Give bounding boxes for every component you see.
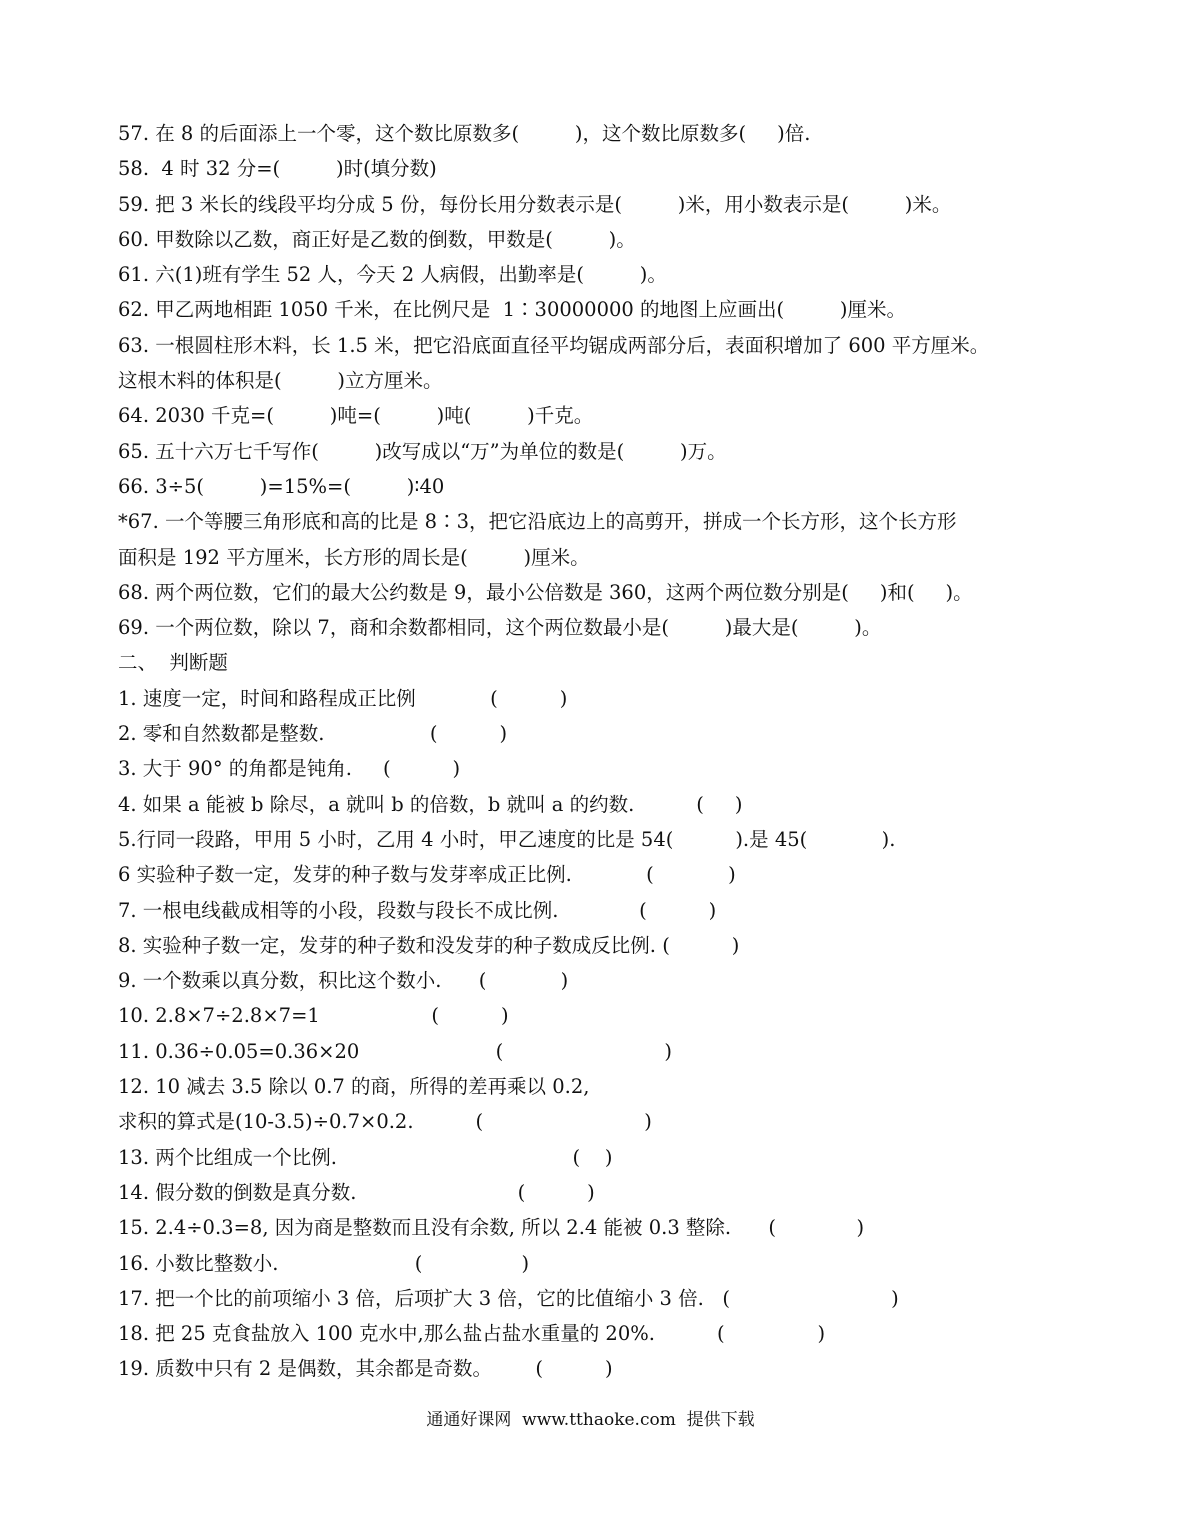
- judgment-item: 8. 实验种子数一定，发芽的种子数和没发芽的种子数成反比例. ( ): [118, 933, 740, 957]
- judgment-item: 4. 如果 a 能被 b 除尽，a 就叫 b 的倍数，b 就叫 a 的约数. ( ): [118, 792, 743, 816]
- judgment-item: 9. 一个数乘以真分数，积比这个数小. ( ): [118, 969, 569, 993]
- judgment-item: 14. 假分数的倒数是真分数. ( ): [118, 1180, 595, 1204]
- fill-in-item-continued: 这根木料的体积是( )立方厘米。: [118, 369, 443, 393]
- fill-in-item: 60. 甲数除以乙数，商正好是乙数的倒数，甲数是( )。: [118, 227, 636, 251]
- judgment-item: 12. 10 减去 3.5 除以 0.7 的商，所得的差再乘以 0.2,: [118, 1075, 590, 1099]
- fill-in-item: 57. 在 8 的后面添上一个零，这个数比原数多( )，这个数比原数多( )倍.: [118, 122, 811, 145]
- judgment-item: 1. 速度一定，时间和路程成正比例 ( ): [118, 686, 568, 710]
- fill-in-item: 63. 一根圆柱形木料，长 1.5 米，把它沿底面直径平均锯成两部分后，表面积增加了 600 平方厘米。: [118, 333, 990, 357]
- judgment-item-continued: 求积的算式是(10-3.5)÷0.7×0.2. ( ): [118, 1110, 652, 1134]
- judgment-item: 7. 一根电线截成相等的小段，段数与段长不成比例. ( ): [118, 898, 717, 922]
- fill-in-item: 65. 五十六万七千写作( )改写成以“万”为单位的数是( )万。: [118, 439, 727, 463]
- judgment-item: 17. 把一个比的前项缩小 3 倍，后项扩大 3 倍，它的比值缩小 3 倍. ( ): [118, 1286, 899, 1310]
- fill-in-item: 64. 2030 千克=( )吨=( )吨( )千克。: [118, 404, 594, 428]
- fill-in-item: 68. 两个两位数，它们的最大公约数是 9，最小公倍数是 360，这两个两位数分别是( )和( )。: [118, 580, 973, 604]
- judgment-item: 16. 小数比整数小. ( ): [118, 1251, 530, 1275]
- fill-in-item: 58. 4 时 32 分=( )时(填分数): [118, 157, 437, 181]
- judgment-item: 3. 大于 90° 的角都是钝角. ( ): [118, 757, 461, 781]
- judgment-item: 18. 把 25 克食盐放入 100 克水中,那么盐占盐水重量的 20%. ( ): [118, 1322, 826, 1346]
- fill-in-item: 66. 3÷5( )=15%=( )∶40: [118, 474, 445, 498]
- judgment-item: 13. 两个比组成一个比例. ( ): [118, 1145, 613, 1169]
- fill-in-item: *67. 一个等腰三角形底和高的比是 8∶3，把它沿底边上的高剪开，拼成一个长方形，这个长方形: [118, 510, 957, 534]
- fill-in-item: 59. 把 3 米长的线段平均分成 5 份，每份长用分数表示是( )米，用小数表示是( )米。: [118, 192, 952, 216]
- judgment-item: 11. 0.36÷0.05=0.36×20 ( ): [118, 1039, 673, 1063]
- page-footer: 通通好课网 www.tthaoke.com 提供下载: [426, 1410, 755, 1430]
- fill-in-item: 62. 甲乙两地相距 1050 千米，在比例尺是 1∶30000000 的地图上应画出( )厘米。: [118, 298, 906, 322]
- question-list: [118, 116, 1078, 1387]
- fill-in-item-continued: 面积是 192 平方厘米，长方形的周长是( )厘米。: [118, 545, 590, 569]
- judgment-item: 5.行同一段路，甲用 5 小时，乙用 4 小时，甲乙速度的比是 54( ).是 45( ).: [118, 827, 896, 851]
- judgment-item: 6 实验种子数一定，发芽的种子数与发芽率成正比例. ( ): [118, 863, 736, 887]
- judgment-item: 15. 2.4÷0.3=8, 因为商是整数而且没有余数, 所以 2.4 能被 0.3 整除. ( ): [118, 1216, 865, 1240]
- section-title: 二、 判断题: [118, 651, 228, 675]
- fill-in-item: 61. 六(1)班有学生 52 人，今天 2 人病假，出勤率是( )。: [118, 263, 667, 287]
- judgment-item: 19. 质数中只有 2 是偶数，其余都是奇数。 ( ): [118, 1357, 613, 1381]
- fill-in-item: 69. 一个两位数，除以 7，商和余数都相同，这个两位数最小是( )最大是( )。: [118, 616, 882, 640]
- judgment-item: 2. 零和自然数都是整数. ( ): [118, 722, 508, 746]
- judgment-item: 10. 2.8×7÷2.8×7=1 ( ): [118, 1004, 509, 1028]
